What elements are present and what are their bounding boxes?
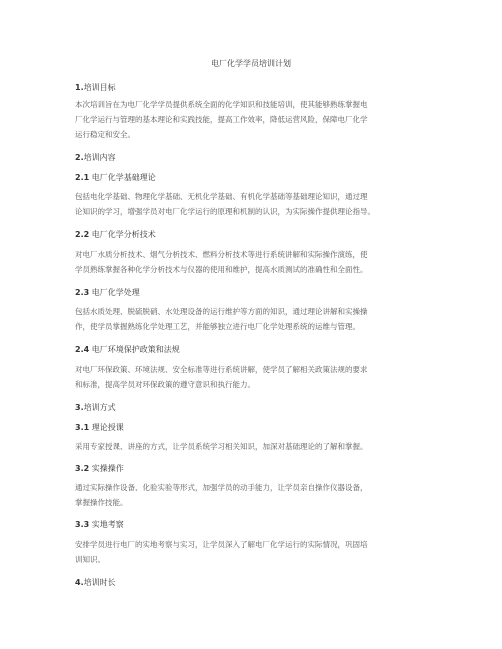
section-heading [75,152,445,163]
paragraph-line: 通过实际操作设备、化验实验等形式，加强学员的动手能力，让学员亲自操作仪器设备， [75,483,368,492]
paragraph-line: 安排学员进行电厂的实地考察与实习，让学员深入了解电厂化学运行的实际情况，巩固培 [75,540,368,549]
section-heading [75,577,445,588]
paragraph-line: 包括电化学基础、物理化学基础、无机化学基础、有机化学基础等基础理论知识，通过理 [75,192,368,201]
paragraph [75,537,445,567]
section-title: 电厂化学基础理论 [89,173,156,182]
paragraph-line: 对电厂环保政策、环境法规、安全标准等进行系统讲解，使学员了解相关政策法规的要求 [75,365,368,374]
paragraph [75,480,445,510]
paragraph-line: 对电厂水质分析技术、烟气分析技术、燃料分析技术等进行系统讲解和实际操作演练，使 [75,250,368,259]
subsection-heading [75,172,445,183]
subsection-heading [75,463,445,474]
subsection-heading [75,519,445,530]
subsection-heading [75,287,445,298]
paragraph-line: 厂化学运行与管理的基本理论和实践技能，提高工作效率，降低运营风险，保障电厂化学 [75,115,368,124]
paragraph [75,97,445,142]
paragraph [75,439,445,454]
paragraph-line: 掌握操作技能。 [75,498,128,507]
section-title: 理论授课 [89,423,124,432]
section-number: 3. [75,403,84,412]
section-title: 培训时长 [83,578,116,587]
section-title: 培训方式 [83,403,116,412]
paragraph-line: 运行稳定和安全。 [75,130,135,139]
section-title: 实操操作 [89,464,124,473]
paragraph-line: 包括水质处理、脱硫脱硝、水处理设备的运行维护等方面的知识，通过理论讲解和实操操 [75,307,368,316]
subsection-heading [75,344,445,355]
section-number: 2.2 [75,230,90,239]
paragraph-line: 作，使学员掌握熟练化学处理工艺，并能够独立进行电厂化学处理系统的运维与管理。 [75,322,360,331]
paragraph-line: 学员熟练掌握各种化学分析技术与仪器的使用和维护，提高水质测试的准确性和全面性。 [75,265,368,274]
section-title: 培训内容 [83,153,116,162]
section-title: 实地考察 [89,520,124,529]
subsection-heading [75,229,445,240]
section-number: 3.3 [75,520,90,529]
paragraph [75,247,445,277]
paragraph-line: 训知识。 [75,555,105,564]
paragraph [75,189,445,219]
section-number: 3.1 [75,423,90,432]
section-title: 培训目标 [83,83,116,92]
section-title: 电厂化学分析技术 [89,230,156,239]
paragraph [75,362,445,392]
section-title: 电厂化学处理 [89,288,140,297]
section-number: 2.4 [75,345,90,354]
section-number: 2. [75,153,84,162]
section-heading [75,82,445,93]
section-number: 4. [75,578,84,587]
section-heading [75,402,445,413]
section-number: 1. [75,83,84,92]
section-title: 电厂环境保护政策和法规 [89,345,180,354]
paragraph [75,304,445,334]
section-number: 2.3 [75,288,90,297]
section-number: 2.1 [75,173,90,182]
document-title: 电厂化学学员培训计划 [211,59,291,68]
section-number: 3.2 [75,464,90,473]
paragraph-line: 本次培训旨在为电厂化学学员提供系统全面的化学知识和技能培训，使其能够熟练掌握电 [75,100,368,109]
paragraph-line: 和标准，提高学员对环保政策的遵守意识和执行能力。 [75,380,255,389]
paragraph-line: 采用专家授课、讲座的方式，让学员系统学习相关知识，加深对基础理论的了解和掌握。 [75,442,368,451]
subsection-heading [75,422,445,433]
paragraph-line: 论知识的学习，增强学员对电厂化学运行的原理和机制的认识，为实际操作提供理论指导。 [75,207,375,216]
